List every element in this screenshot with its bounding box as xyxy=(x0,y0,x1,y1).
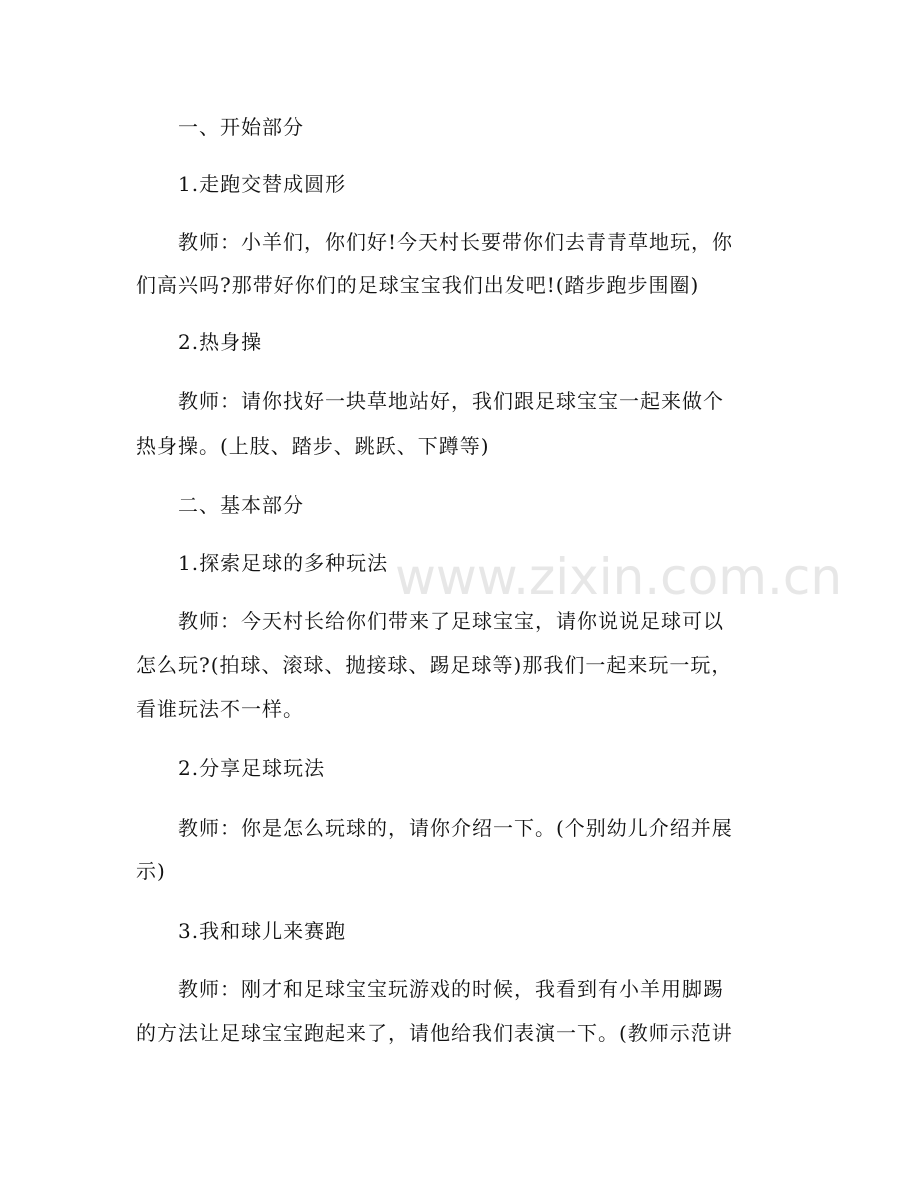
paragraph-line: 教师：今天村长给你们带来了足球宝宝，请你说说足球可以 xyxy=(178,609,724,633)
paragraph-line: 示) xyxy=(136,859,166,883)
subheading-share: 2.分享足球玩法 xyxy=(178,756,326,780)
paragraph-line: 热身操。(上肢、踏步、跳跃、下蹲等) xyxy=(136,434,490,458)
subheading-warmup: 2.热身操 xyxy=(178,330,263,354)
paragraph-line: 怎么玩?(拍球、滚球、抛接球、踢足球等)那我们一起来玩一玩， xyxy=(136,653,733,677)
watermark: www.zixin.com.cn xyxy=(395,548,843,606)
paragraph-line: 教师：请你找好一块草地站好，我们跟足球宝宝一起来做个 xyxy=(178,389,724,413)
paragraph-line: 的方法让足球宝宝跑起来了，请他给我们表演一下。(教师示范讲 xyxy=(136,1021,733,1045)
section-heading-start: 一、开始部分 xyxy=(178,115,304,139)
paragraph-line: 教师：你是怎么玩球的，请你介绍一下。(个别幼儿介绍并展 xyxy=(178,816,733,840)
paragraph-line: 看谁玩法不一样。 xyxy=(136,697,304,721)
subheading-race: 3.我和球儿来赛跑 xyxy=(178,919,347,943)
paragraph-line: 教师：小羊们，你们好!今天村长要带你们去青青草地玩，你 xyxy=(178,230,734,254)
paragraph-line: 教师：刚才和足球宝宝玩游戏的时候，我看到有小羊用脚踢 xyxy=(178,977,724,1001)
subheading-explore: 1.探索足球的多种玩法 xyxy=(178,551,389,575)
section-heading-basic: 二、基本部分 xyxy=(178,493,304,517)
paragraph-line: 们高兴吗?那带好你们的足球宝宝我们出发吧!(踏步跑步围圈) xyxy=(136,273,700,297)
subheading-walk-run: 1.走跑交替成圆形 xyxy=(178,172,347,196)
